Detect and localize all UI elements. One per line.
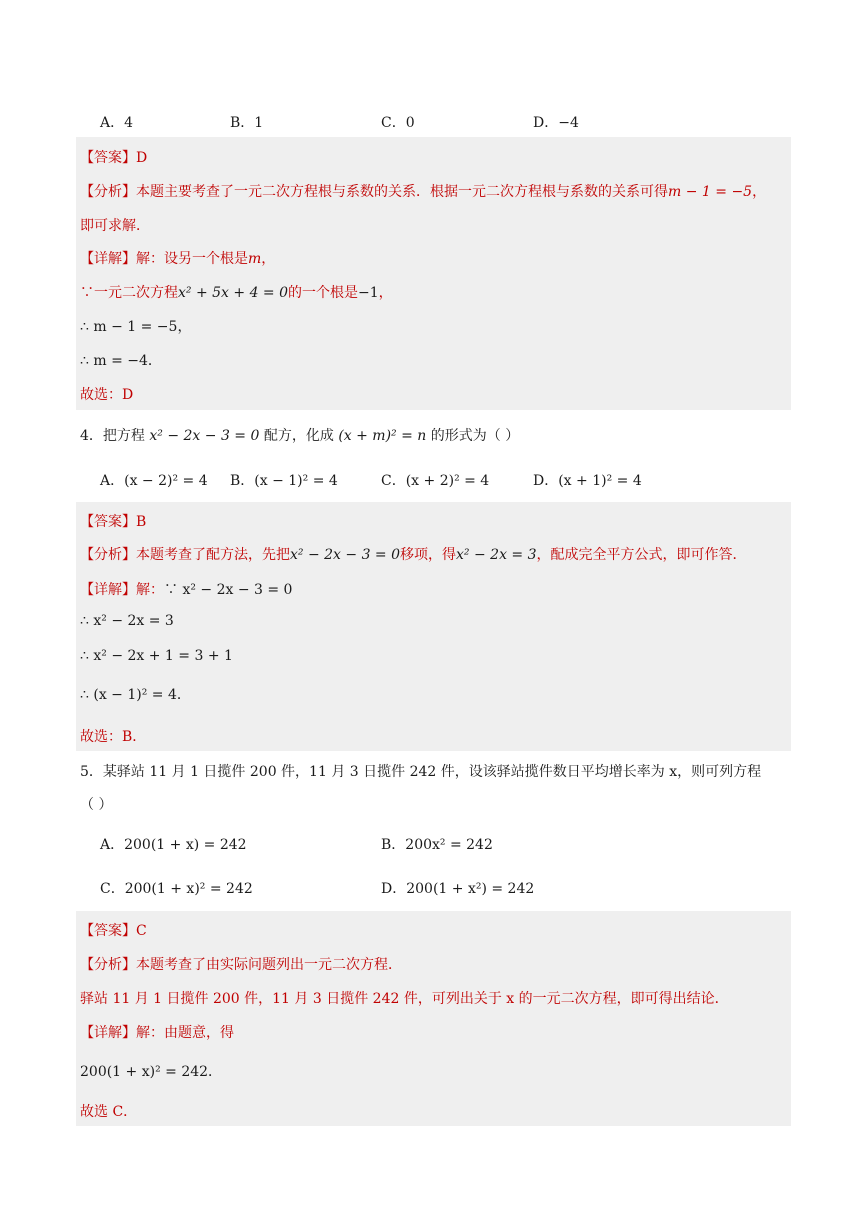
q3-conclusion: 故选：D — [80, 387, 134, 403]
q5-solution-box — [76, 911, 791, 1126]
q5-options-row2 — [100, 878, 808, 902]
q5-answer: 【答案】C — [80, 923, 147, 939]
q4-option-d: D．(x + 1)² = 4 — [533, 473, 642, 489]
q4-conclusion: 故选：B． — [80, 729, 147, 745]
q5-stem-bracket: （ ） — [80, 797, 113, 813]
q5-analysis: 【分析】本题考查了由实际问题列出一元二次方程． — [80, 957, 402, 973]
q3-step1-c: −1 — [358, 285, 379, 301]
q3-option-d: D．−4 — [533, 115, 579, 131]
q3-step1-a: ∵一元二次方程 — [80, 285, 178, 301]
q5-option-a: A．200(1 + x) = 242 — [100, 837, 247, 853]
q5-analysis-line2: 驿站 11 月 1 日揽件 200 件，11 月 3 日揽件 242 件，可列出关于 x 的一元二次方程，即可得出结论． — [80, 991, 729, 1007]
q3-solution-box — [76, 137, 791, 410]
q4-stem-form: (x + m)² = n — [338, 428, 427, 444]
q4-options — [100, 470, 808, 494]
q4-analysis-c: ，配成完全平方公式，即可作答． — [536, 547, 747, 563]
q3-detail — [80, 248, 275, 268]
q5-option-b: B．200x² = 242 — [381, 837, 493, 853]
q4-analysis-eq1: x² − 2x − 3 = 0 — [290, 547, 401, 563]
q4-solution-box — [76, 502, 791, 751]
q5-stem: 5．某驿站 11 月 1 日揽件 200 件，11 月 3 日揽件 242 件，设该驿站揽件数日平均增长率为 x，则可列方程 — [80, 764, 762, 780]
q3-step1-b: 的一个根是 — [288, 285, 359, 301]
q3-detail-suffix: ， — [261, 251, 276, 267]
q4-detail — [80, 579, 292, 599]
q4-stem — [80, 425, 519, 445]
q4-analysis — [80, 544, 747, 564]
q4-stem-b: 配方，化成 — [263, 428, 334, 444]
q4-analysis-b: 移项，得 — [400, 547, 457, 563]
q4-option-c: C．(x + 2)² = 4 — [381, 473, 490, 489]
q4-detail-a: 【详解】解： — [80, 582, 164, 598]
q3-analysis-eq: m − 1 = −5 — [668, 184, 753, 200]
q4-answer: 【答案】B — [80, 514, 147, 530]
q3-analysis-end: ， — [752, 184, 767, 200]
q4-detail-eq: ∵ x² − 2x − 3 = 0 — [164, 582, 293, 598]
q3-answer: 【答案】D — [80, 150, 148, 166]
q4-step2: ∴ x² − 2x + 1 = 3 + 1 — [80, 648, 233, 664]
q3-step1-d: ， — [378, 285, 393, 301]
q5-options-row1 — [100, 834, 808, 858]
q4-analysis-eq2: x² − 2x = 3 — [456, 547, 537, 563]
q3-step1-eq: x² + 5x + 4 = 0 — [178, 285, 289, 301]
q3-step1 — [80, 282, 393, 302]
q3-analysis-text: 【分析】本题主要考查了一元二次方程根与系数的关系．根据一元二次方程根与系数的关系可得 — [80, 184, 668, 200]
q4-stem-a: 4．把方程 — [80, 428, 145, 444]
q4-stem-c: 的形式为（ ） — [430, 428, 520, 444]
q3-analysis — [80, 181, 766, 201]
q4-option-a: A．(x − 2)² = 4 — [100, 473, 208, 489]
q3-detail-prefix: 【详解】解：设另一个根是 — [80, 251, 248, 267]
q3-option-a: A．4 — [100, 115, 134, 131]
q4-step3: ∴ (x − 1)² = 4． — [80, 687, 191, 703]
q5-equation: 200(1 + x)² = 242． — [80, 1064, 223, 1080]
q4-analysis-a: 【分析】本题考查了配方法，先把 — [80, 547, 290, 563]
q3-option-c: C．0 — [381, 115, 415, 131]
q5-detail: 【详解】解：由题意，得 — [80, 1025, 234, 1041]
q3-detail-var: m — [248, 251, 262, 267]
q3-options — [100, 112, 808, 136]
q3-analysis-line2: 即可求解． — [80, 218, 150, 234]
q4-option-b: B．(x − 1)² = 4 — [230, 473, 338, 489]
q4-stem-eq: x² − 2x − 3 = 0 — [149, 428, 260, 444]
q5-conclusion: 故选 C． — [80, 1104, 138, 1120]
q3-step3: ∴ m = −4． — [80, 353, 162, 369]
q5-option-c: C．200(1 + x)² = 242 — [100, 881, 253, 897]
q5-option-d: D．200(1 + x²) = 242 — [381, 881, 535, 897]
q3-option-b: B．1 — [230, 115, 264, 131]
q3-step2: ∴ m − 1 = −5， — [80, 319, 192, 335]
q4-step1: ∴ x² − 2x = 3 — [80, 613, 174, 629]
